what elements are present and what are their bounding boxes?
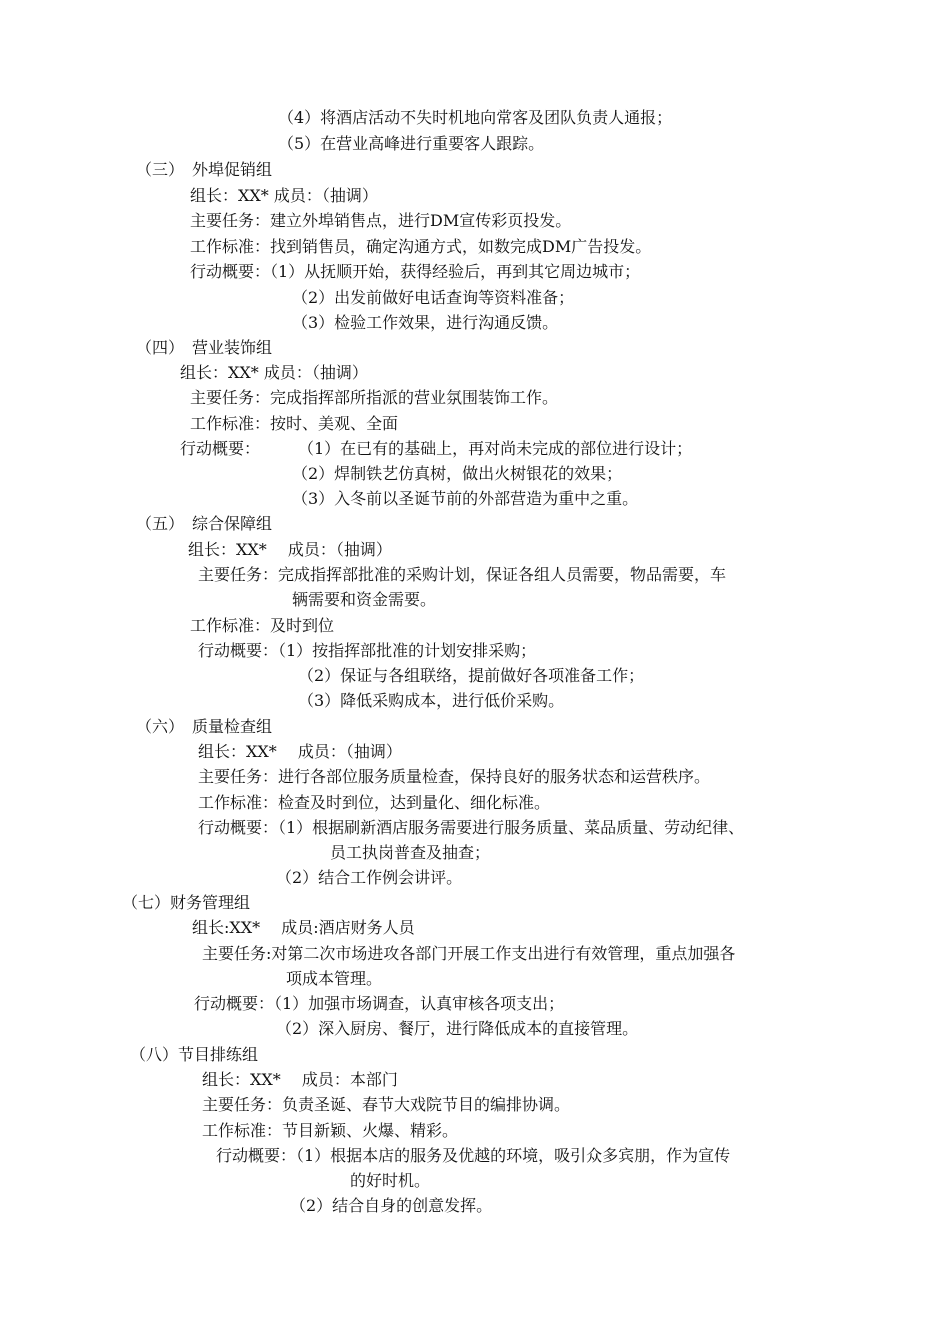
- text-line: （2）焊制铁艺仿真树，做出火树银花的效果；: [292, 464, 623, 483]
- text-line: 组长:XX* 成员:酒店财务人员: [192, 918, 415, 937]
- text-line: （2）出发前做好电话查询等资料准备；: [292, 288, 575, 307]
- text-line: 行动概要：（1）从抚顺开始，获得经验后，再到其它周边城市；: [190, 262, 641, 281]
- text-line: （2）结合自身的创意发挥。: [290, 1196, 493, 1215]
- text-line: 辆需要和资金需要。: [292, 590, 437, 609]
- text-line: （1）在已有的基础上，再对尚未完成的部位进行设计；: [298, 439, 693, 458]
- text-line: （5）在营业高峰进行重要客人跟踪。: [278, 134, 545, 153]
- section-heading: （四） 营业装饰组: [136, 338, 273, 357]
- section-heading: （五） 综合保障组: [136, 514, 273, 533]
- text-line: 组长：XX* 成员：本部门: [202, 1070, 398, 1089]
- text-line: 主要任务：进行各部位服务质量检查，保持良好的服务状态和运营秩序。: [198, 767, 711, 786]
- text-line: （2）保证与各组联络，提前做好各项准备工作；: [298, 666, 645, 685]
- section-heading: （七）财务管理组: [122, 893, 251, 912]
- text-line: 工作标准：及时到位: [190, 616, 335, 635]
- text-line: 组长：XX* 成员：（抽调）: [190, 186, 378, 205]
- text-line: 行动概要：: [180, 439, 261, 458]
- text-line: 工作标准：找到销售员，确定沟通方式，如数完成DM广告投发。: [190, 237, 652, 256]
- text-line: 的好时机。: [350, 1171, 431, 1190]
- text-line: 工作标准：节目新颖、火爆、精彩。: [202, 1121, 459, 1140]
- text-line: 组长：XX* 成员：（抽调）: [188, 540, 392, 559]
- text-line: 工作标准：按时、美观、全面: [190, 414, 399, 433]
- section-heading: （三） 外埠促销组: [136, 160, 273, 179]
- text-line: 项成本管理。: [286, 969, 383, 988]
- text-line: （3）降低采购成本，进行低价采购。: [298, 691, 565, 710]
- text-line: 主要任务:对第二次市场进攻各部门开展工作支出进行有效管理，重点加强各: [202, 944, 736, 963]
- text-line: （2）结合工作例会讲评。: [276, 868, 463, 887]
- text-line: （3）检验工作效果，进行沟通反馈。: [292, 313, 559, 332]
- text-line: 行动概要：（1）按指挥部批准的计划安排采购；: [198, 641, 537, 660]
- text-line: （4）将酒店活动不失时机地向常客及团队负责人通报；: [278, 108, 673, 127]
- text-line: 工作标准：检查及时到位，达到量化、细化标准。: [198, 793, 551, 812]
- text-line: 主要任务：完成指挥部批准的采购计划，保证各组人员需要，物品需要，车: [198, 565, 727, 584]
- text-line: 主要任务：负责圣诞、春节大戏院节目的编排协调。: [202, 1095, 571, 1114]
- text-line: （2）深入厨房、餐厅，进行降低成本的直接管理。: [276, 1019, 639, 1038]
- text-line: 员工执岗普查及抽查；: [330, 843, 491, 862]
- text-line: 组长：XX* 成员：（抽调）: [180, 363, 368, 382]
- section-heading: （八）节目排练组: [130, 1045, 259, 1064]
- text-line: 主要任务：建立外埠销售点，进行DM宣传彩页投发。: [190, 211, 572, 230]
- text-line: 行动概要：（1）根据刷新酒店服务需要进行服务质量、菜品质量、劳动纪律、: [198, 818, 745, 837]
- text-line: 行动概要：（1）根据本店的服务及优越的环境，吸引众多宾朋，作为宣传: [216, 1146, 731, 1165]
- text-line: 组长：XX* 成员：（抽调）: [198, 742, 402, 761]
- text-line: 行动概要：（1）加强市场调查，认真审核各项支出；: [194, 994, 565, 1013]
- text-line: 主要任务：完成指挥部所指派的营业氛围装饰工作。: [190, 388, 559, 407]
- section-heading: （六） 质量检查组: [136, 717, 273, 736]
- text-line: （3）入冬前以圣诞节前的外部营造为重中之重。: [292, 489, 639, 508]
